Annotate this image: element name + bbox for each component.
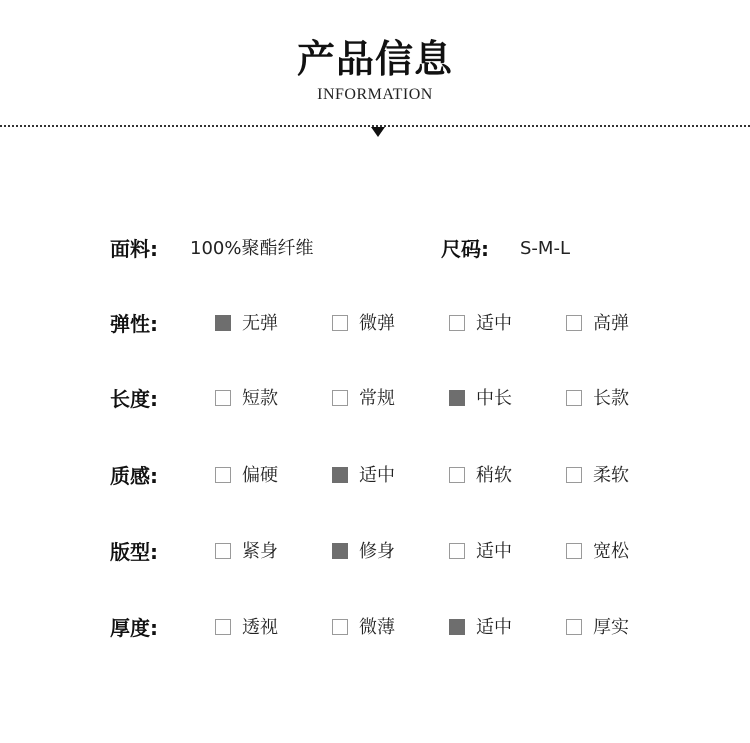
- fit-label: 版型:: [110, 540, 158, 564]
- unchecked-checkbox-icon[interactable]: [332, 315, 348, 331]
- fabric-size-row: [0, 234, 750, 264]
- option-label: 中长: [476, 388, 512, 409]
- option-label: 长款: [593, 388, 629, 409]
- option-label: 透视: [242, 617, 278, 638]
- option-label: 常规: [359, 388, 395, 409]
- divider-arrow-icon: [371, 127, 385, 137]
- option-label: 高弹: [593, 313, 629, 334]
- size-value: S-M-L: [520, 238, 570, 259]
- unchecked-checkbox-icon[interactable]: [566, 467, 582, 483]
- unchecked-checkbox-icon[interactable]: [449, 543, 465, 559]
- option-label: 无弹: [242, 313, 278, 334]
- checked-checkbox-icon[interactable]: [449, 390, 465, 406]
- attribute-row-elasticity: [0, 309, 750, 339]
- fabric-value: 100%聚酯纤维: [190, 238, 314, 259]
- page-subtitle: INFORMATION: [317, 86, 433, 103]
- attribute-row-length: [0, 384, 750, 414]
- unchecked-checkbox-icon[interactable]: [215, 619, 231, 635]
- unchecked-checkbox-icon[interactable]: [449, 315, 465, 331]
- attribute-row-thickness: [0, 613, 750, 643]
- option-label: 柔软: [593, 465, 629, 486]
- option-label: 适中: [359, 465, 395, 486]
- unchecked-checkbox-icon[interactable]: [215, 543, 231, 559]
- checked-checkbox-icon[interactable]: [332, 467, 348, 483]
- unchecked-checkbox-icon[interactable]: [449, 467, 465, 483]
- option-label: 稍软: [476, 465, 512, 486]
- option-label: 适中: [476, 313, 512, 334]
- size-label: 尺码:: [441, 237, 489, 261]
- option-label: 厚实: [593, 617, 629, 638]
- unchecked-checkbox-icon[interactable]: [332, 390, 348, 406]
- option-label: 适中: [476, 617, 512, 638]
- unchecked-checkbox-icon[interactable]: [566, 543, 582, 559]
- unchecked-checkbox-icon[interactable]: [566, 619, 582, 635]
- option-label: 宽松: [593, 541, 629, 562]
- page-title: 产品信息: [296, 37, 453, 81]
- option-label: 微弹: [359, 313, 395, 334]
- checked-checkbox-icon[interactable]: [215, 315, 231, 331]
- option-label: 短款: [242, 388, 278, 409]
- texture-label: 质感:: [110, 464, 158, 488]
- unchecked-checkbox-icon[interactable]: [215, 390, 231, 406]
- length-label: 长度:: [110, 387, 158, 411]
- unchecked-checkbox-icon[interactable]: [332, 619, 348, 635]
- attribute-row-texture: [0, 461, 750, 491]
- attribute-row-fit: [0, 537, 750, 567]
- elasticity-label: 弹性:: [110, 312, 158, 336]
- unchecked-checkbox-icon[interactable]: [566, 315, 582, 331]
- option-label: 紧身: [242, 541, 278, 562]
- option-label: 修身: [359, 541, 395, 562]
- unchecked-checkbox-icon[interactable]: [566, 390, 582, 406]
- option-label: 偏硬: [242, 465, 278, 486]
- option-label: 微薄: [359, 617, 395, 638]
- unchecked-checkbox-icon[interactable]: [215, 467, 231, 483]
- fabric-label: 面料:: [110, 237, 158, 261]
- thickness-label: 厚度:: [110, 616, 158, 640]
- option-label: 适中: [476, 541, 512, 562]
- checked-checkbox-icon[interactable]: [449, 619, 465, 635]
- checked-checkbox-icon[interactable]: [332, 543, 348, 559]
